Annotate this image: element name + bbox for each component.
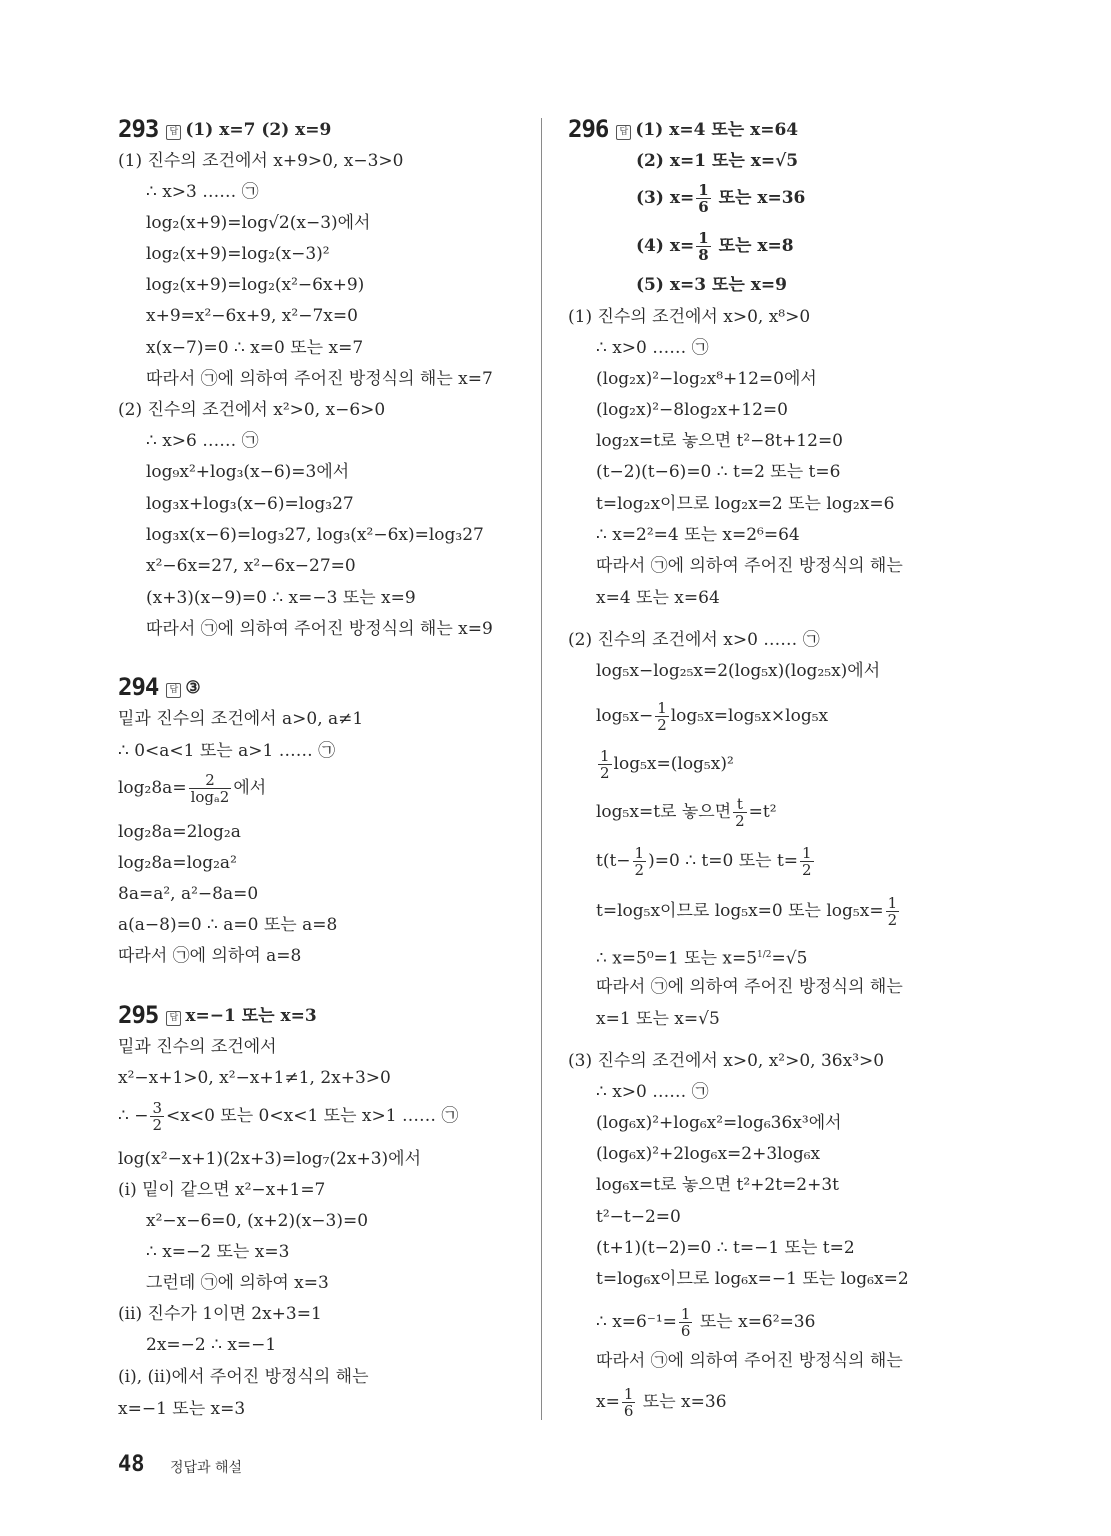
solution-line: 따라서 ㉠에 의하여 주어진 방정식의 해는 — [596, 977, 903, 997]
solution-line: 2x=−2 ∴ x=−1 — [146, 1335, 277, 1355]
answer-line — [636, 230, 794, 263]
solution-line: x²−6x=27, x²−6x−27=0 — [146, 556, 356, 576]
answer-icon: 답 — [166, 683, 181, 698]
solution-line — [596, 700, 828, 733]
solution-line: (ⅰ) 밑이 같으면 x²−x+1=7 — [118, 1180, 326, 1200]
denominator: 2 — [600, 764, 610, 782]
problem-295-header — [118, 1001, 317, 1029]
solution-line: (x+3)(x−9)=0 ∴ x=−3 또는 x=9 — [146, 588, 416, 608]
numerator: t — [733, 796, 747, 813]
footer-label: 정답과 해설 — [170, 1460, 243, 1476]
solution-line: (3) 진수의 조건에서 x>0, x²>0, 36x³>0 — [568, 1051, 885, 1071]
expr: =t² — [748, 802, 777, 822]
solution-line: (log₆x)²+2log₆x=2+3log₆x — [596, 1144, 821, 1164]
solution-line: 따라서 ㉠에 의하여 주어진 방정식의 해는 x=7 — [146, 369, 493, 389]
solution-line: 밑과 진수의 조건에서 a>0, a≠1 — [118, 709, 364, 729]
expr: log₅x− — [596, 706, 654, 726]
expr: 또는 x=8 — [712, 236, 794, 256]
expr: x= — [596, 1392, 620, 1412]
solution-line — [596, 796, 777, 829]
solution-line: x²−x−6=0, (x+2)(x−3)=0 — [146, 1211, 369, 1231]
solution-line: ∴ 0<a<1 또는 a>1 …… ㉠ — [118, 741, 336, 761]
answer-line: (5) x=3 또는 x=9 — [636, 275, 787, 295]
answer-icon: 답 — [166, 1011, 181, 1026]
solution-line: log₂(x+9)=log√2(x−3)에서 — [146, 213, 371, 233]
solution-line: log₂(x+9)=log₂(x−3)² — [146, 244, 330, 264]
expr: 또는 x=36 — [712, 188, 806, 208]
solution-line: log₅x−log₂₅x=2(log₅x)(log₂₅x)에서 — [596, 661, 881, 681]
answer-line: (2) x=1 또는 x=√5 — [636, 151, 799, 171]
answer-icon: 답 — [616, 125, 631, 140]
expr: ∴ x=6⁻¹= — [596, 1312, 677, 1332]
solution-line: x²−x+1>0, x²−x+1≠1, 2x+3>0 — [118, 1068, 391, 1088]
fraction — [679, 1306, 693, 1339]
numerator: 1 — [698, 229, 709, 247]
answer-icon: 답 — [166, 125, 181, 140]
numerator: 1 — [623, 1385, 634, 1403]
solution-line: log(x²−x+1)(2x+3)=log₇(2x+3)에서 — [118, 1149, 422, 1169]
solution-line — [596, 845, 816, 878]
expr: ∴ x=5⁰=1 또는 x=5 — [596, 948, 758, 969]
solution-line: x=4 또는 x=64 — [596, 588, 720, 608]
solution-line: x=1 또는 x=√5 — [596, 1009, 720, 1029]
solution-line: x(x−7)=0 ∴ x=0 또는 x=7 — [146, 338, 364, 358]
solution-line: (t+1)(t−2)=0 ∴ t=−1 또는 t=2 — [596, 1238, 855, 1258]
solution-line: (t−2)(t−6)=0 ∴ t=2 또는 t=6 — [596, 462, 841, 482]
problem-answer: (1) x=4 또는 x=64 — [635, 120, 799, 140]
column-divider — [541, 118, 542, 1420]
solution-line — [118, 772, 266, 805]
problem-294-header — [118, 673, 201, 701]
solution-line: ∴ x>3 …… ㉠ — [146, 182, 259, 202]
expr: 또는 x=6²=36 — [694, 1312, 816, 1332]
expr: log₅x= — [613, 754, 671, 774]
solution-line: (ⅱ) 진수가 1이면 2x+3=1 — [118, 1304, 322, 1324]
solution-line: log₆x=t로 놓으면 t²+2t=2+3t — [596, 1175, 840, 1195]
fraction — [696, 230, 710, 263]
denominator: 8 — [698, 246, 709, 264]
solution-line: ∴ x=−2 또는 x=3 — [146, 1242, 290, 1262]
numerator: 1 — [802, 844, 812, 862]
expr: 또는 x=36 — [637, 1392, 727, 1412]
fraction — [622, 1386, 636, 1419]
solution-line: ∴ x=5⁰=1 또는 $x=5^{1/2}=√5$ — [596, 948, 808, 969]
denominator: 2 — [657, 716, 667, 734]
problem-number: 294 — [118, 673, 159, 701]
solution-line: (2) 진수의 조건에서 x²>0, x−6>0 — [118, 400, 386, 420]
expr: )=0 ∴ t=0 또는 t= — [648, 851, 799, 871]
numerator: 1 — [634, 844, 645, 862]
solution-line: t=log₆x이므로 log₆x=−1 또는 log₆x=2 — [596, 1269, 909, 1289]
fraction — [800, 845, 814, 878]
solution-line — [596, 895, 901, 928]
fraction — [598, 748, 612, 781]
numerator: 2 — [189, 772, 232, 789]
denominator: 2 — [634, 861, 645, 879]
solution-line: a(a−8)=0 ∴ a=0 또는 a=8 — [118, 915, 338, 935]
solution-line: t=log₂x이므로 log₂x=2 또는 log₂x=6 — [596, 494, 895, 514]
expr: (3) x= — [636, 188, 695, 208]
denominator: 2 — [802, 861, 812, 879]
solution-line: 밑과 진수의 조건에서 — [118, 1037, 277, 1057]
problem-number: 293 — [118, 115, 159, 143]
fraction — [150, 1100, 164, 1133]
solution-line: log₂(x+9)=log₂(x²−6x+9) — [146, 275, 365, 295]
expr: <x<0 또는 0<x<1 또는 x>1 …… ㉠ — [166, 1106, 459, 1126]
problem-293-header — [118, 115, 332, 143]
numerator: 1 — [680, 1305, 691, 1323]
denominator: 2 — [887, 911, 898, 929]
solution-line: (1) 진수의 조건에서 x>0, x⁸>0 — [568, 307, 811, 327]
solution-line: 그런데 ㉠에 의하여 x=3 — [146, 1273, 329, 1293]
solution-line: log₉x²+log₃(x−6)=3에서 — [146, 462, 350, 482]
solution-line — [596, 1386, 727, 1419]
solution-line: 따라서 ㉠에 의하여 주어진 방정식의 해는 — [596, 1351, 903, 1371]
problem-answer: x=−1 또는 x=3 — [185, 1006, 317, 1026]
expr: log₂8a= — [118, 778, 187, 798]
solution-line: 따라서 ㉠에 의하여 주어진 방정식의 해는 — [596, 556, 903, 576]
expr: (log₅x)² — [670, 754, 734, 774]
solution-line: ∴ x=2²=4 또는 x=2⁶=64 — [596, 525, 800, 545]
solution-line — [596, 748, 734, 781]
denominator: 6 — [623, 1402, 634, 1420]
numerator: 1 — [887, 894, 898, 912]
expr: (4) x= — [636, 236, 695, 256]
fraction — [696, 182, 710, 215]
expr: ∴ − — [118, 1106, 149, 1126]
solution-line: log₂8a=2log₂a — [118, 822, 241, 842]
solution-line: 따라서 ㉠에 의하여 주어진 방정식의 해는 x=9 — [146, 619, 493, 639]
solution-line: (2) 진수의 조건에서 x>0 …… ㉠ — [568, 630, 820, 650]
denominator: 6 — [698, 198, 709, 216]
page-number: 48 — [118, 1452, 145, 1477]
problem-number: 296 — [568, 115, 609, 143]
solution-line: (ⅰ), (ⅱ)에서 주어진 방정식의 해는 — [118, 1367, 369, 1387]
numerator: 1 — [657, 699, 667, 717]
solution-line — [596, 1306, 815, 1339]
solution-line: log₂8a=log₂a² — [118, 853, 237, 873]
denominator: 2 — [735, 812, 745, 830]
problem-296-header — [568, 115, 799, 143]
problem-answer: ③ — [185, 678, 201, 698]
expr: t(t− — [596, 851, 631, 871]
solution-line: ∴ x>6 …… ㉠ — [146, 431, 259, 451]
solution-line: ∴ x>0 …… ㉠ — [596, 338, 709, 358]
denominator: 6 — [680, 1322, 691, 1340]
expr: t=log₅x이므로 log₅x=0 또는 log₅x= — [596, 901, 884, 921]
fraction — [633, 845, 647, 878]
fraction — [655, 700, 669, 733]
solution-line: 8a=a², a²−8a=0 — [118, 884, 259, 904]
solution-line: x=−1 또는 x=3 — [118, 1399, 246, 1419]
numerator: 1 — [600, 747, 610, 765]
fraction — [189, 772, 232, 805]
solution-line: x+9=x²−6x+9, x²−7x=0 — [146, 306, 358, 326]
solution-line: (log₆x)²+log₆x²=log₆36x³에서 — [596, 1113, 842, 1133]
problem-answer: (1) x=7 (2) x=9 — [185, 120, 332, 140]
solution-line: 따라서 ㉠에 의하여 a=8 — [118, 946, 302, 966]
fraction — [886, 895, 900, 928]
solution-line: log₂x=t로 놓으면 t²−8t+12=0 — [596, 431, 844, 451]
solution-line — [118, 1100, 458, 1133]
expr: log₅x=log₅x×log₅x — [670, 706, 829, 726]
solution-line: (log₂x)²−8log₂x+12=0 — [596, 400, 788, 420]
solution-line: ∴ x>0 …… ㉠ — [596, 1082, 709, 1102]
solution-line: (log₂x)²−log₂x⁸+12=0에서 — [596, 369, 817, 389]
solution-line: t²−t−2=0 — [596, 1207, 681, 1227]
fraction — [733, 796, 747, 829]
solution-line: log₃x(x−6)=log₃27, log₃(x²−6x)=log₃27 — [146, 525, 484, 545]
denominator: 2 — [152, 1116, 163, 1134]
problem-number: 295 — [118, 1001, 159, 1029]
solution-line: (1) 진수의 조건에서 x+9>0, x−3>0 — [118, 151, 404, 171]
expr: log₅x=t로 놓으면 — [596, 802, 732, 822]
solution-line: log₃x+log₃(x−6)=log₃27 — [146, 494, 354, 514]
numerator: 1 — [698, 181, 709, 199]
numerator: 3 — [152, 1099, 163, 1117]
expr: =√5 — [771, 948, 808, 969]
answer-line — [636, 182, 805, 215]
expr: 에서 — [233, 778, 267, 798]
denominator: logₐ2 — [190, 788, 230, 806]
